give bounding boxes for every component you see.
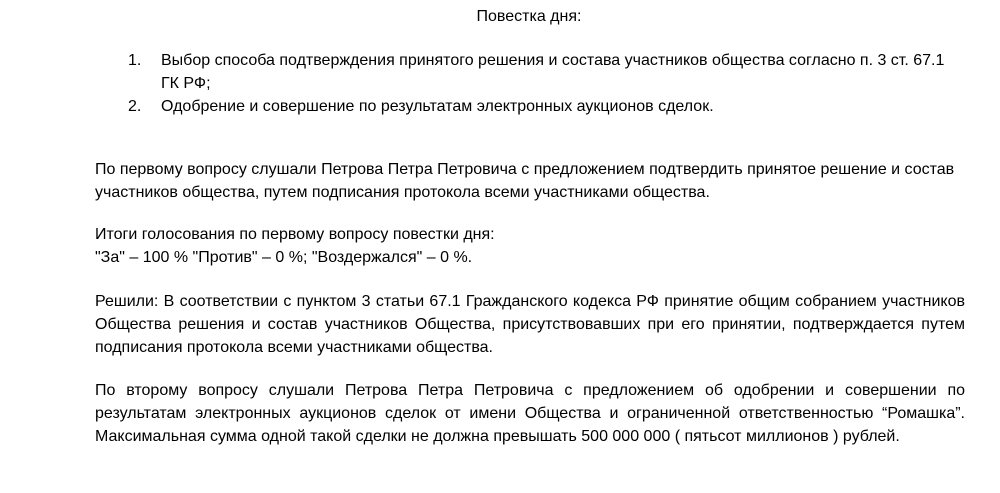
agenda-item-text: Выбор способа подтверждения принятого решения и состава участников общества согласно п. 3 ст. 67.1 ГК РФ;	[161, 52, 945, 92]
voting-heading: Итоги голосования по первому вопросу повестки дня:	[95, 226, 495, 243]
second-question-paragraph: По второму вопросу слушали Петрова Петра Петровича с предложением об одобрении и совершении по результатам электронных аукционов сделок от имени Общества и ограниченной ответственностью “Ромашка”. Максимальная сумма одной такой сделки не должна превышать 500 000 000 ( пятьсот миллионов ) рублей.	[95, 382, 965, 445]
agenda-item	[95, 49, 965, 95]
agenda-item-text: Одобрение и совершение по результатам электронных аукционов сделок.	[161, 98, 714, 115]
voting-results: "За" – 100 % "Против" – 0 %; "Воздержался" – 0 %.	[95, 249, 473, 266]
agenda-item-number: 1.	[128, 52, 142, 69]
agenda-title: Повестка дня:	[476, 8, 582, 25]
voting-results-block	[95, 223, 965, 269]
first-question-paragraph: По первому вопросу слушали Петрова Петра Петровича с предложением подтвердить принятое решение и состав участников общества, путем подписания протокола всеми участниками общества.	[95, 161, 955, 201]
agenda-item-number: 2.	[128, 98, 142, 115]
decision-paragraph: Решили: В соответствии с пунктом 3 статьи 67.1 Гражданского кодекса РФ принятие общим собранием участников Общества решения и состав участников Общества, присутствовавших при его принятии, подтверждается путем подписания протокола всеми участниками общества.	[95, 293, 965, 356]
agenda-list	[95, 49, 965, 118]
agenda-item	[95, 95, 965, 118]
